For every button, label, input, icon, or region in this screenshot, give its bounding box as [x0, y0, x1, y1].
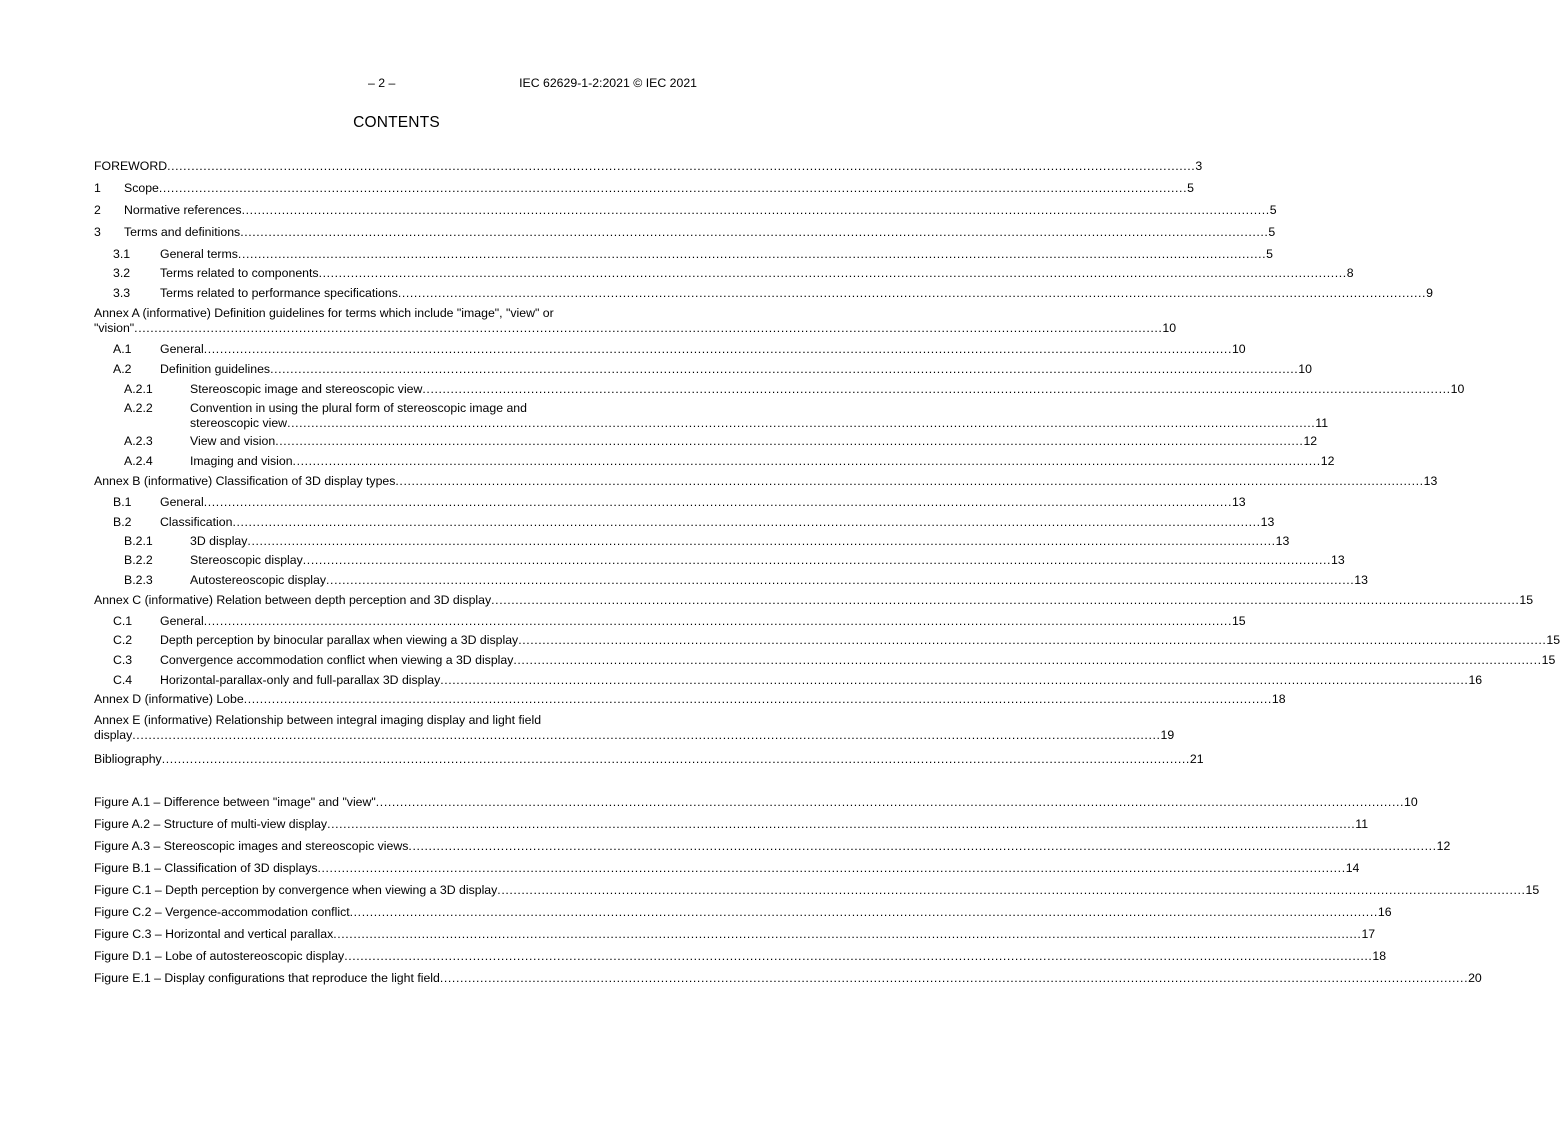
- toc-entry-number: B.2.3: [124, 573, 153, 587]
- toc-entry[interactable]: [94, 286, 1433, 301]
- page-title: CONTENTS: [353, 114, 440, 131]
- toc-entry-number: 3: [94, 225, 101, 239]
- page-ref: 15: [1231, 614, 1246, 628]
- toc-entry-title: display: [94, 728, 133, 742]
- dot-leader: [513, 653, 1541, 668]
- page-ref: 15: [1546, 633, 1560, 647]
- figure-entry-title: Figure C.3 – Horizontal and vertical parallax: [94, 927, 334, 941]
- page-ref: 19: [1160, 728, 1175, 742]
- dot-leader: [204, 342, 1232, 357]
- toc-entry-number: C.2: [113, 633, 133, 647]
- page-ref: 14: [1345, 861, 1360, 875]
- toc-entry-title: Horizontal-parallax-only and full-parallax 3D display: [160, 673, 441, 687]
- toc-entry[interactable]: [94, 534, 1290, 549]
- page-ref: 9: [1426, 286, 1433, 300]
- toc-entry-title: General terms: [160, 247, 238, 261]
- dot-leader: [440, 971, 1468, 986]
- toc-entry-number: A.2.3: [124, 434, 153, 448]
- page-ref: 10: [1450, 382, 1465, 396]
- page-ref: 13: [1423, 474, 1438, 488]
- figure-entry[interactable]: [94, 883, 1540, 898]
- toc-entry-title: Terms related to performance specifications: [160, 286, 398, 300]
- toc-entry[interactable]: [94, 266, 1354, 281]
- page-ref: 5: [1268, 225, 1276, 239]
- toc-entry[interactable]: [94, 225, 1276, 240]
- toc-entry[interactable]: [94, 306, 1177, 336]
- figure-entry[interactable]: [94, 839, 1451, 854]
- dot-leader: [303, 553, 1331, 568]
- dot-leader: [204, 614, 1232, 629]
- dot-leader: [344, 949, 1372, 964]
- page-ref: 11: [1355, 817, 1369, 831]
- dot-leader: [270, 362, 1298, 377]
- toc-entry[interactable]: [94, 434, 1318, 449]
- toc-entry[interactable]: [94, 382, 1465, 397]
- toc-entry[interactable]: [94, 401, 1329, 431]
- toc-entry[interactable]: [94, 553, 1345, 568]
- toc-entry-number: 2: [94, 203, 101, 217]
- toc-entry[interactable]: [94, 713, 1175, 743]
- toc-entry-title: Annex B (informative) Classification of 3D display types: [94, 474, 396, 488]
- page-ref: 10: [1162, 321, 1177, 335]
- dot-leader: [242, 203, 1270, 218]
- toc-entry[interactable]: [94, 752, 1204, 767]
- toc-entry-title: 3D display: [190, 534, 248, 548]
- toc-entry-title: Terms related to components: [160, 266, 319, 280]
- toc-entry-title: stereoscopic view: [190, 416, 288, 430]
- page-ref: 12: [1436, 839, 1451, 853]
- toc-entry-title: Stereoscopic image and stereoscopic view: [190, 382, 423, 396]
- dot-leader: [395, 474, 1423, 489]
- figure-entry-title: Figure A.1 – Difference between "image" and "view": [94, 795, 376, 809]
- toc-entry-title: General: [160, 342, 204, 356]
- toc-entry-title: General: [160, 495, 204, 509]
- toc-entry-title: FOREWORD: [94, 159, 168, 173]
- toc-entry-number: A.1: [113, 342, 132, 356]
- dot-leader: [238, 247, 1266, 262]
- dot-leader: [247, 534, 1275, 549]
- dot-leader: [244, 692, 1272, 707]
- page-ref: 13: [1331, 553, 1345, 567]
- toc-entry-title: Autostereoscopic display: [190, 573, 327, 587]
- figure-entry-title: Figure C.2 – Vergence-accommodation conflict: [94, 905, 350, 919]
- toc-entry-title: Stereoscopic display: [190, 553, 303, 567]
- page-header: [0, 76, 793, 92]
- dot-leader: [167, 159, 1195, 174]
- standard-reference: IEC 62629-1-2:2021 © IEC 2021: [519, 76, 697, 90]
- figure-entry-title: Figure C.1 – Depth perception by convergence when viewing a 3D display: [94, 883, 498, 897]
- toc-entry-title: Bibliography: [94, 752, 162, 766]
- toc-entry[interactable]: [94, 454, 1335, 469]
- page-ref: 13: [1231, 495, 1246, 509]
- dot-leader: [327, 817, 1355, 832]
- toc-entry[interactable]: [94, 247, 1273, 262]
- dot-leader: [333, 927, 1361, 942]
- page-number: – 2 –: [368, 76, 396, 90]
- toc-entry-number: B.1: [113, 495, 132, 509]
- page-ref: 12: [1320, 454, 1335, 468]
- toc-entry-title: Imaging and vision: [190, 454, 293, 468]
- dot-leader: [422, 382, 1450, 397]
- page-ref: 13: [1260, 515, 1275, 529]
- page-ref: 11: [1315, 416, 1329, 430]
- toc-entry[interactable]: [94, 342, 1246, 357]
- toc-entry[interactable]: [94, 692, 1286, 707]
- toc-entry-title: Definition guidelines: [160, 362, 271, 376]
- toc-entry[interactable]: [94, 495, 1246, 510]
- dot-leader: [159, 181, 1187, 196]
- toc-entry[interactable]: [94, 614, 1246, 629]
- page-ref: 15: [1525, 883, 1540, 897]
- page-ref: 13: [1354, 573, 1368, 587]
- toc-entry-number: 3.1: [113, 247, 131, 261]
- toc-entry-number: B.2.2: [124, 553, 153, 567]
- figure-entry[interactable]: [94, 817, 1369, 832]
- page-ref: 8: [1346, 266, 1354, 280]
- figure-entry[interactable]: [94, 861, 1360, 876]
- toc-entry-title-line1: Annex E (informative) Relationship between integral imaging display and light field: [94, 713, 542, 727]
- page-ref: 5: [1269, 203, 1277, 217]
- figure-entry-title: Figure A.2 – Structure of multi-view display: [94, 817, 328, 831]
- toc-entry[interactable]: [94, 633, 1560, 648]
- figure-entry[interactable]: [94, 949, 1387, 964]
- toc-entry-title: Classification: [160, 515, 233, 529]
- toc-entry-number: A.2.1: [124, 382, 153, 396]
- figure-entry-title: Figure B.1 – Classification of 3D displays: [94, 861, 318, 875]
- toc-entry[interactable]: [94, 159, 1203, 174]
- toc-entry-title-line1: Annex A (informative) Definition guidelines for terms which include "image", "view" or: [94, 306, 554, 320]
- toc-entry[interactable]: [94, 362, 1312, 377]
- toc-entry-title: Annex D (informative) Lobe: [94, 692, 244, 706]
- toc-entry[interactable]: [94, 653, 1556, 668]
- page-ref: 20: [1468, 971, 1482, 985]
- toc-entry[interactable]: [94, 474, 1438, 489]
- toc-entry-title: "vision": [94, 321, 135, 335]
- figure-entry[interactable]: [94, 927, 1376, 942]
- page-ref: 5: [1266, 247, 1273, 261]
- dot-leader: [232, 515, 1260, 530]
- toc-entry[interactable]: [94, 573, 1368, 588]
- dot-leader: [293, 454, 1321, 469]
- figure-entry[interactable]: [94, 971, 1482, 986]
- dot-leader: [162, 752, 1190, 767]
- toc-entry-title: Terms and definitions: [124, 225, 241, 239]
- figure-entry-title: Figure D.1 – Lobe of autostereoscopic display: [94, 949, 345, 963]
- toc-entry-number: B.2.1: [124, 534, 153, 548]
- toc-entry-number: A.2.2: [124, 401, 153, 415]
- figure-entry-title: Figure E.1 – Display configurations that reproduce the light field: [94, 971, 440, 985]
- toc-entry-title: Depth perception by binocular parallax when viewing a 3D display: [160, 633, 519, 647]
- page-ref: 15: [1541, 653, 1556, 667]
- page-ref: 12: [1303, 434, 1318, 448]
- dot-leader: [491, 593, 1519, 608]
- toc-entry[interactable]: [94, 593, 1534, 608]
- toc-entry-title: Convergence accommodation conflict when viewing a 3D display: [160, 653, 514, 667]
- dot-leader: [134, 321, 1162, 336]
- figure-entry[interactable]: [94, 905, 1392, 920]
- toc-entry[interactable]: [94, 181, 1194, 196]
- dot-leader: [518, 633, 1546, 648]
- page-ref: 21: [1189, 752, 1204, 766]
- page-ref: 13: [1275, 534, 1290, 548]
- toc-entry-title: Scope: [124, 181, 159, 195]
- toc-entry-number: B.2: [113, 515, 132, 529]
- page-ref: 18: [1372, 949, 1387, 963]
- dot-leader: [204, 495, 1232, 510]
- figure-entry-title: Figure A.3 – Stereoscopic images and stereoscopic views: [94, 839, 409, 853]
- toc-entry-title-line1: Convention in using the plural form of stereoscopic image and: [190, 401, 527, 415]
- page-ref: 16: [1377, 905, 1392, 919]
- dot-leader: [497, 883, 1525, 898]
- page-ref: 10: [1404, 795, 1418, 809]
- page-ref: 16: [1468, 673, 1483, 687]
- dot-leader: [398, 286, 1426, 301]
- toc-entry-number: 3.3: [113, 286, 131, 300]
- dot-leader: [326, 573, 1354, 588]
- toc-entry-number: A.2.4: [124, 454, 153, 468]
- toc-entry-number: A.2: [113, 362, 132, 376]
- toc-entry[interactable]: [94, 203, 1277, 218]
- dot-leader: [287, 416, 1315, 431]
- toc-entry-title: General: [160, 614, 204, 628]
- dot-leader: [408, 839, 1436, 854]
- page-ref: 18: [1271, 692, 1286, 706]
- toc-entry-number: 1: [94, 181, 101, 195]
- dot-leader: [440, 673, 1468, 688]
- dot-leader: [350, 905, 1378, 920]
- dot-leader: [319, 266, 1347, 281]
- page-ref: 15: [1519, 593, 1534, 607]
- dot-leader: [376, 795, 1404, 810]
- toc-entry-number: C.4: [113, 673, 133, 687]
- toc-entry-number: C.3: [113, 653, 133, 667]
- dot-leader: [318, 861, 1346, 876]
- toc-entry-number: 3.2: [113, 266, 131, 280]
- page-ref: 3: [1195, 159, 1203, 173]
- dot-leader: [240, 225, 1268, 240]
- toc-entry-title: Annex C (informative) Relation between depth perception and 3D display: [94, 593, 492, 607]
- dot-leader: [132, 728, 1160, 743]
- toc-entry-number: C.1: [113, 614, 133, 628]
- page-ref: 17: [1361, 927, 1376, 941]
- dot-leader: [275, 434, 1303, 449]
- toc-entry[interactable]: [94, 673, 1483, 688]
- page-ref: 10: [1298, 362, 1312, 376]
- toc-entry-title: View and vision: [190, 434, 276, 448]
- page-ref: 10: [1231, 342, 1246, 356]
- figure-entry[interactable]: [94, 795, 1418, 810]
- toc-entry-title: Normative references: [124, 203, 242, 217]
- toc-entry[interactable]: [94, 515, 1275, 530]
- page-ref: 5: [1187, 181, 1194, 195]
